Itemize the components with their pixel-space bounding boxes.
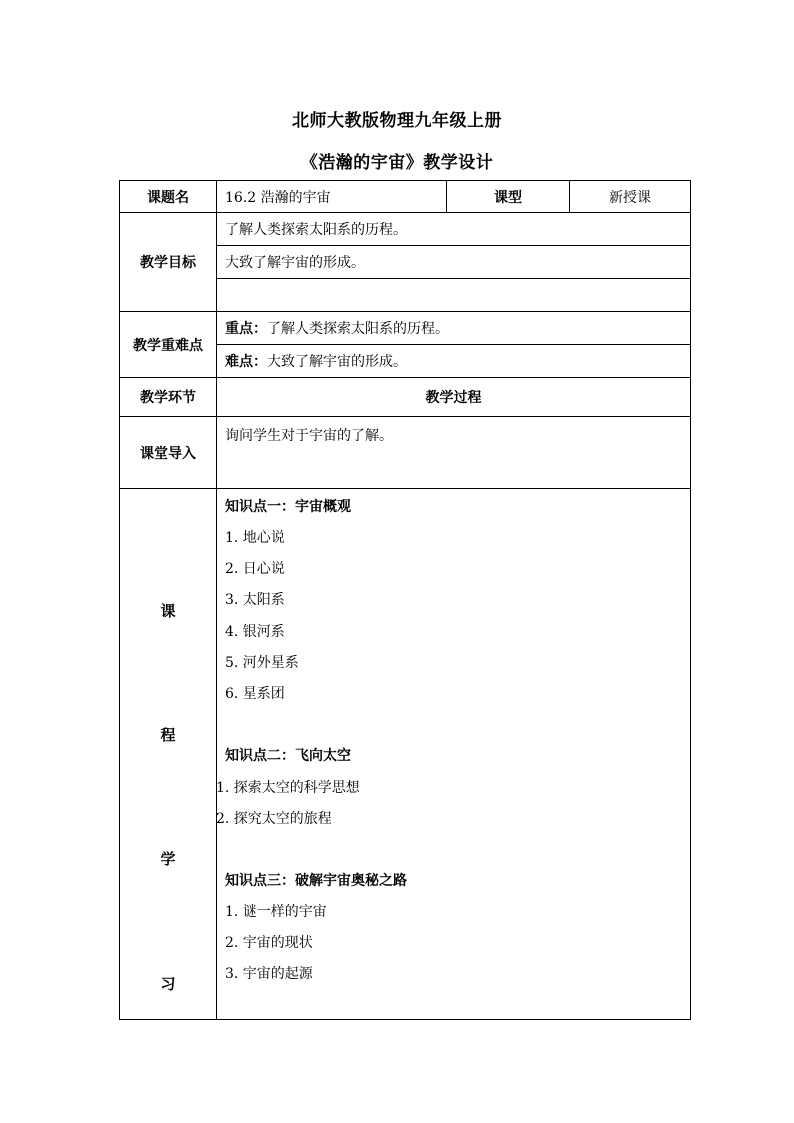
objective-item: 大致了解宇宙的形成。 bbox=[217, 246, 691, 279]
section-label: 教学环节 bbox=[120, 378, 217, 417]
knowledge-item: 6. 星系团 bbox=[225, 686, 285, 702]
side-char: 课 bbox=[160, 602, 176, 620]
lesson-type-value: 新授课 bbox=[570, 181, 691, 213]
intro-row bbox=[120, 417, 691, 489]
objective-item-empty bbox=[217, 279, 691, 312]
intro-text: 询问学生对于宇宙的了解。 bbox=[225, 428, 393, 444]
key-points-label: 教学重难点 bbox=[120, 312, 217, 378]
objective-row bbox=[120, 213, 691, 246]
knowledge-item: 2. 探究太空的旅程 bbox=[216, 811, 332, 827]
document-title: 北师大教版物理九年级上册 bbox=[292, 111, 502, 131]
focus-lead: 重点： bbox=[225, 321, 267, 337]
difficulty-point bbox=[217, 345, 691, 378]
lesson-type-label: 课型 bbox=[447, 181, 570, 213]
side-char: 习 bbox=[160, 975, 176, 993]
objective-item: 了解人类探索太阳系的历程。 bbox=[217, 213, 691, 246]
process-content-cell bbox=[217, 489, 691, 1020]
knowledge-item: 5. 河外星系 bbox=[225, 655, 299, 671]
topic-row bbox=[120, 181, 691, 213]
knowledge-point-heading: 知识点二：飞向太空 bbox=[225, 748, 351, 764]
lesson-plan-table bbox=[119, 180, 691, 1020]
topic-value: 16.2 浩瀚的宇宙 bbox=[217, 181, 447, 213]
side-char: 学 bbox=[160, 850, 176, 868]
knowledge-point-heading: 知识点三：破解宇宙奥秘之路 bbox=[225, 873, 407, 889]
focus-point bbox=[217, 312, 691, 345]
knowledge-item: 1. 地心说 bbox=[225, 530, 285, 546]
section-header-row bbox=[120, 378, 691, 417]
focus-text: 了解人类探索太阳系的历程。 bbox=[267, 321, 449, 337]
knowledge-item: 1. 谜一样的宇宙 bbox=[225, 904, 327, 920]
knowledge-point-heading: 知识点一：宇宙概观 bbox=[225, 499, 351, 515]
side-char: 程 bbox=[160, 726, 176, 744]
intro-label: 课堂导入 bbox=[120, 417, 217, 489]
knowledge-item: 4. 银河系 bbox=[225, 624, 285, 640]
knowledge-item: 3. 宇宙的起源 bbox=[225, 966, 313, 982]
difficulty-lead: 难点： bbox=[225, 354, 267, 370]
document-subtitle: 《浩瀚的宇宙》教学设计 bbox=[300, 153, 494, 173]
difficulty-text: 大致了解宇宙的形成。 bbox=[267, 354, 407, 370]
process-row bbox=[120, 489, 691, 1020]
section-value: 教学过程 bbox=[217, 378, 691, 417]
key-point-row bbox=[120, 312, 691, 345]
objectives-label: 教学目标 bbox=[120, 213, 217, 312]
topic-label: 课题名 bbox=[120, 181, 217, 213]
intro-cell bbox=[217, 417, 691, 489]
knowledge-item: 2. 宇宙的现状 bbox=[225, 935, 313, 951]
knowledge-item: 3. 太阳系 bbox=[225, 592, 285, 608]
knowledge-item: 1. 探索太空的科学思想 bbox=[216, 780, 360, 796]
process-label-cell bbox=[120, 489, 217, 1020]
knowledge-item: 2. 日心说 bbox=[225, 561, 285, 577]
